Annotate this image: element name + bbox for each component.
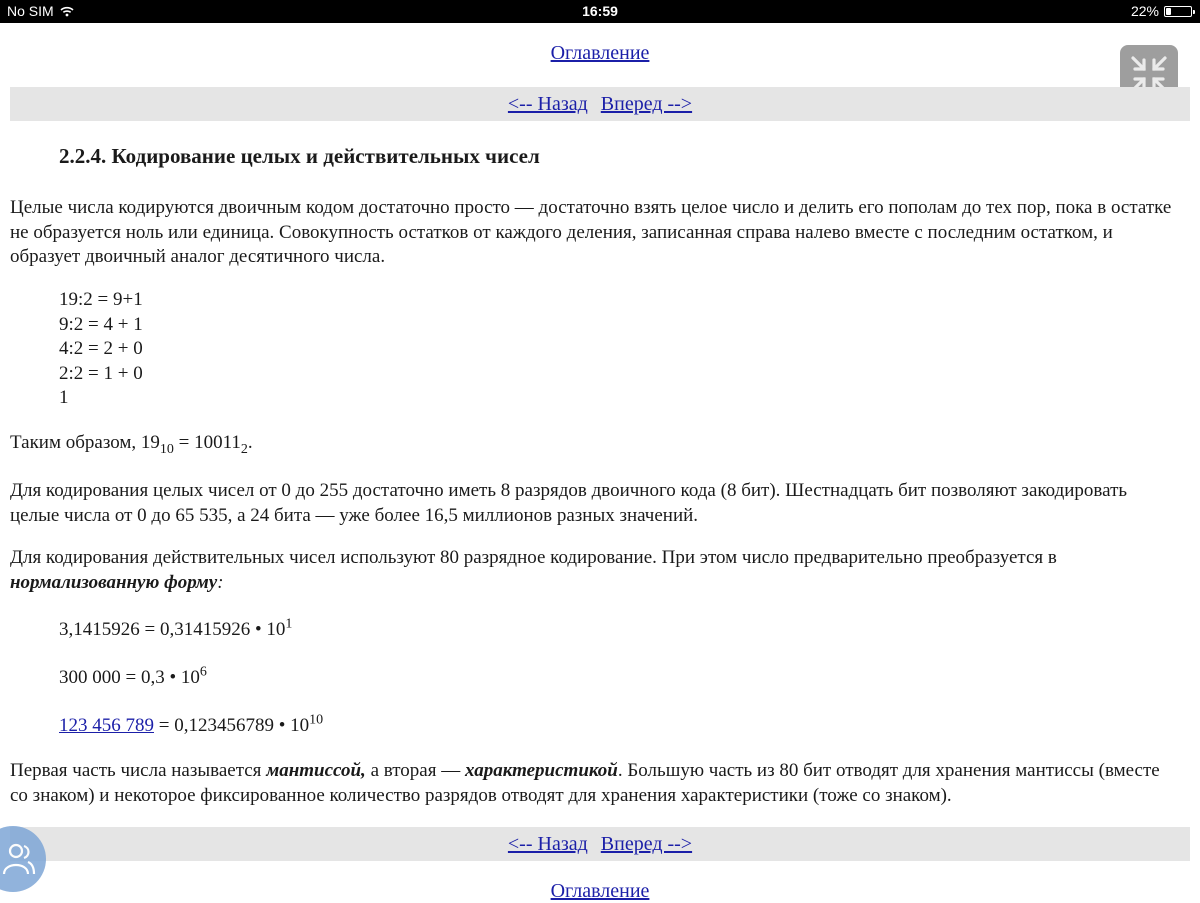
- conclusion-suffix: .: [247, 432, 253, 453]
- formula-rhs: = 0,3 • 10: [120, 667, 200, 688]
- battery-icon: [1164, 6, 1192, 17]
- calc-line: 4:2 = 2 + 0: [59, 338, 143, 359]
- formula-exponent: 6: [199, 664, 207, 680]
- battery-percent: 22%: [1130, 3, 1159, 19]
- accessibility-user-icon: [2, 842, 36, 876]
- status-bar: [0, 0, 1200, 23]
- conclusion-base-2: 2: [240, 441, 248, 457]
- page-title: 2.2.4. Кодирование целых и действительных чисел: [59, 144, 540, 168]
- paragraph-real-numbers: [10, 546, 1175, 595]
- formula-rhs: = 0,31415926 • 10: [139, 619, 286, 640]
- conclusion-line: [10, 430, 253, 456]
- conclusion-base-10: 10: [159, 441, 174, 457]
- calc-line: 1: [59, 387, 69, 408]
- nav-bar-top: [10, 87, 1190, 121]
- formula: [59, 618, 292, 642]
- status-right: [1131, 3, 1192, 19]
- conclusion-mid: = 10011: [173, 432, 241, 453]
- formula-exponent: 1: [285, 616, 293, 632]
- back-link-top[interactable]: <-- Назад: [507, 93, 588, 115]
- division-example: [59, 288, 143, 411]
- formula-lhs: 300 000: [59, 667, 121, 688]
- carrier-label: No SIM: [7, 3, 54, 19]
- term-normalized-form: нормализованную форму: [10, 571, 218, 593]
- forward-link-bottom[interactable]: Вперед -->: [600, 833, 693, 855]
- p3-suffix: :: [217, 571, 224, 593]
- formula: [59, 714, 323, 738]
- formula-rhs: = 0,123456789 • 10: [154, 715, 310, 736]
- term-characteristic: характеристикой: [464, 760, 618, 781]
- conclusion-prefix: Таким образом, 19: [10, 432, 160, 453]
- p4-part3: . Большую часть из 80 бит отводят для хранения мантиссы (вместе со знаком) и некоторое фиксированное количество разрядов отводят для хранения характеристики (тоже со знаком).: [10, 760, 1160, 806]
- paragraph-intro: Целые числа кодируются двоичным кодом достаточно просто — достаточно взять целое число и делить его пополам до тех пор, пока в остатке не образуется ноль или единица. Совокупность остатков от каждого деления, записанная справа налево вместе с последним остатком, и образует двоичный аналог десятичного числа.: [10, 197, 1172, 267]
- toc-top: [0, 42, 1200, 65]
- forward-link-top[interactable]: Вперед -->: [600, 93, 693, 115]
- calc-line: 2:2 = 1 + 0: [59, 362, 143, 384]
- calc-line: 9:2 = 4 + 1: [59, 313, 143, 335]
- paragraph-mantissa: [10, 759, 1175, 808]
- calc-line: 19:2 = 9+1: [59, 289, 143, 310]
- nav-bar-bottom: [10, 827, 1190, 861]
- toc-link-top[interactable]: Оглавление: [550, 42, 650, 64]
- p3-text: Для кодирования действительных чисел используют 80 разрядное кодирование. При этом число предварительно преобразуется в: [10, 547, 1057, 568]
- phone-number-link[interactable]: 123 456 789: [59, 715, 154, 736]
- p4-part2: а вторая —: [365, 760, 465, 781]
- formula-lhs: 3,1415926: [59, 619, 140, 640]
- back-link-bottom[interactable]: <-- Назад: [507, 833, 588, 855]
- p4-part1: Первая часть числа называется: [10, 760, 267, 781]
- status-time: 16:59: [582, 3, 618, 19]
- term-mantissa: мантиссой,: [266, 760, 366, 781]
- formula-exponent: 10: [309, 712, 324, 728]
- battery-level: [1166, 8, 1171, 15]
- paragraph-integer-bits: Для кодирования целых чисел от 0 до 255 достаточно иметь 8 разрядов двоичного кода (8 бит). Шестнадцать бит позволяют закодировать целые числа от 0 до 65 535, а 24 бита — уже более 16,5 миллионов разных значений.: [10, 480, 1128, 526]
- formula: [59, 666, 207, 690]
- toc-link-bottom[interactable]: Оглавление: [550, 880, 650, 902]
